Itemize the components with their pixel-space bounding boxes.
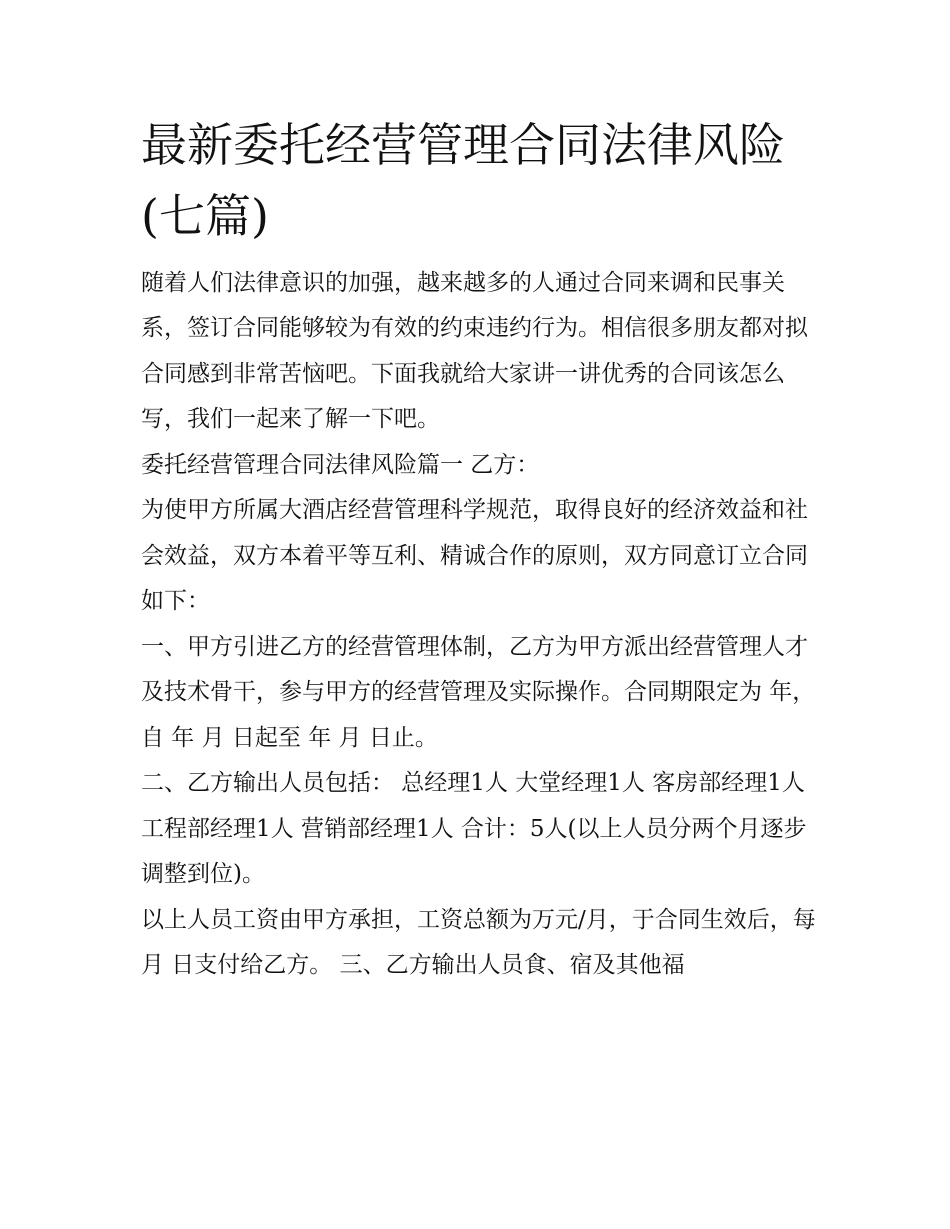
- document-page: [141, 110, 816, 989]
- document-title: 最新委托经营管理合同法律风险(七篇): [141, 118, 785, 244]
- paragraph-clause-2: 二、乙方输出人员包括： 总经理1人 大堂经理1人 客房部经理1人 工程部经理1人 营销部经理1人 合计：5人(以上人员分两个月逐步调整到位)。: [141, 770, 807, 888]
- paragraph-section-heading: 委托经营管理合同法律风险篇一 乙方：: [141, 451, 540, 478]
- paragraph-clause-1: 一、甲方引进乙方的经营管理体制，乙方为甲方派出经营管理人才及技术骨干，参与甲方的经营管理及实际操作。合同期限定为 年，自 年 月 日起至 年 月 日止。: [141, 633, 816, 751]
- paragraph-purpose: 为使甲方所属大酒店经营管理科学规范，取得良好的经济效益和社会效益，双方本着平等互利、精诚合作的原则，双方同意订立合同如下：: [141, 497, 808, 615]
- paragraph-salary: 以上人员工资由甲方承担，工资总额为万元/月，于合同生效后，每月 日支付给乙方。 三、乙方输出人员食、宿及其他福: [141, 906, 816, 979]
- paragraph-intro: 随着人们法律意识的加强，越来越多的人通过合同来调和民事关系，签订合同能够较为有效的约束违约行为。相信很多朋友都对拟合同感到非常苦恼吧。下面我就给大家讲一讲优秀的合同该怎么写，我们一起来了解一下吧。: [141, 269, 808, 433]
